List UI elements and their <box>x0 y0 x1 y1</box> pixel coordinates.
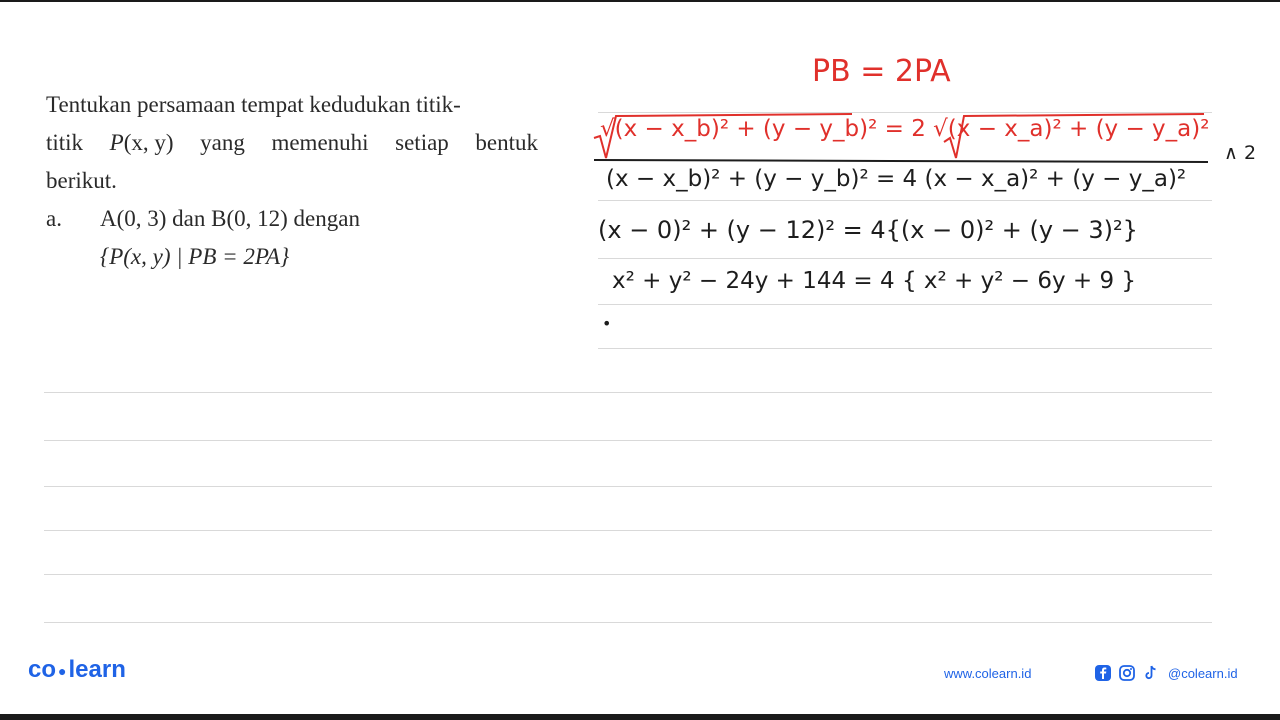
rule-line <box>598 348 1212 349</box>
equation-1: √(x − x_b)² + (y − y_b)² = 2 √(x − x_a)² + (y − y_a)² <box>600 116 1210 142</box>
rule-line <box>598 200 1212 201</box>
top-frame-border <box>0 0 1280 2</box>
rule-line <box>598 258 1212 259</box>
logo-right: learn <box>68 656 126 683</box>
problem-word: titik <box>46 130 84 155</box>
rule-line <box>44 574 1212 575</box>
equation-4: x² + y² − 24y + 144 = 4 { x² + y² − 6y + 9 } <box>612 268 1137 294</box>
problem-word: bentuk <box>475 130 538 155</box>
social-icons <box>1094 664 1160 682</box>
set-notation: {P(x, y) | PB = 2PA} <box>100 244 290 269</box>
item-text: A(0, 3) dan B(0, 12) dengan <box>100 206 360 231</box>
item-label: a. <box>46 206 62 231</box>
equation-1-note: ∧ 2 <box>1224 142 1257 164</box>
rule-line <box>44 392 1212 393</box>
rule-line <box>44 486 1212 487</box>
problem-word: yang <box>200 130 245 155</box>
logo-dot-icon: ● <box>58 662 67 679</box>
colearn-logo <box>28 656 126 684</box>
problem-word: memenuhi <box>271 130 369 155</box>
tiktok-icon[interactable] <box>1142 664 1160 682</box>
problem-line-2 <box>46 124 538 162</box>
footer-handle[interactable]: @colearn.id <box>1168 666 1238 681</box>
rule-line <box>598 304 1212 305</box>
rule-line <box>44 622 1212 623</box>
bullet-mark: • <box>602 314 612 333</box>
equation-2: (x − x_b)² + (y − y_b)² = 4 (x − x_a)² + (y − y_a)² <box>606 166 1187 192</box>
equation-3: (x − 0)² + (y − 12)² = 4{(x − 0)² + (y − 3)²} <box>598 216 1138 244</box>
problem-line-1: Tentukan persamaan tempat kedudukan titik- <box>46 92 461 117</box>
rule-line <box>44 530 1212 531</box>
handwritten-heading: PB = 2PA <box>812 54 951 89</box>
problem-line-3: berikut. <box>46 168 117 193</box>
facebook-icon[interactable] <box>1094 664 1112 682</box>
logo-left: co <box>28 656 57 683</box>
problem-word: setiap <box>395 130 449 155</box>
problem-statement <box>46 86 538 269</box>
footer-url[interactable]: www.colearn.id <box>944 666 1032 681</box>
bottom-frame-border <box>0 714 1280 720</box>
instagram-icon[interactable] <box>1118 664 1136 682</box>
point-p: P(x, y) <box>109 130 174 155</box>
rule-line <box>44 440 1212 441</box>
item-body <box>100 200 540 276</box>
